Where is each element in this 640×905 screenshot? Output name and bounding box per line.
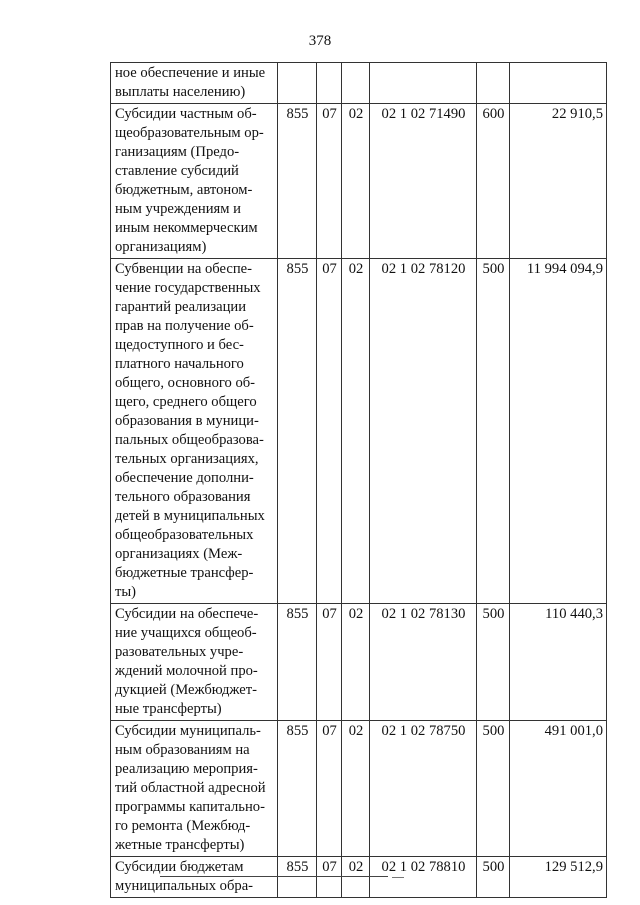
amount-cell: 491 001,0 <box>510 721 607 857</box>
expense-type-cell: 500 <box>477 721 510 857</box>
expense-name-line: ты) <box>115 584 137 600</box>
table-row <box>111 104 607 259</box>
expense-type-cell <box>477 63 510 104</box>
expense-name-line: щеобразовательным ор- <box>115 125 264 141</box>
expense-name-cell <box>111 604 278 721</box>
target-article-cell <box>370 63 477 104</box>
expense-name-line: детей в муниципальных <box>115 508 265 524</box>
expense-name-line: ным учреждениям и <box>115 201 241 217</box>
expense-type-cell: 500 <box>477 857 510 898</box>
amount-cell: 22 910,5 <box>510 104 607 259</box>
ministry-code-cell: 855 <box>278 857 317 898</box>
expense-name-line: дукцией (Межбюджет- <box>115 682 257 698</box>
expense-name-line: чение государственных <box>115 280 261 296</box>
expense-type-cell: 600 <box>477 104 510 259</box>
expense-name-line: Субсидии частным об- <box>115 106 257 122</box>
target-article-cell: 02 1 02 71490 <box>370 104 477 259</box>
amount-cell <box>510 63 607 104</box>
expense-name-cell <box>111 63 278 104</box>
expense-name-line: Субвенции на обеспе- <box>115 261 253 277</box>
expense-name-line: пальных общеобразова- <box>115 432 264 448</box>
target-article-cell: 02 1 02 78810 <box>370 857 477 898</box>
table-row <box>111 721 607 857</box>
amount-cell: 129 512,9 <box>510 857 607 898</box>
ministry-code-cell: 855 <box>278 259 317 604</box>
expense-name-line: ние учащихся общеоб- <box>115 625 257 641</box>
subsection-code-cell: 02 <box>342 857 370 898</box>
subsection-code-cell: 02 <box>342 259 370 604</box>
expense-name-line: ганизациям (Предо- <box>115 144 240 160</box>
expense-type-cell: 500 <box>477 604 510 721</box>
subsection-code-cell: 02 <box>342 721 370 857</box>
page-number: 378 <box>308 33 332 49</box>
expense-name-line: иным некоммерческим <box>115 220 258 236</box>
ministry-code-cell: 855 <box>278 721 317 857</box>
footer-rule-mark <box>392 877 404 878</box>
amount-cell: 11 994 094,9 <box>510 259 607 604</box>
expense-name-line: обеспечение дополни- <box>115 470 254 486</box>
subsection-code-cell: 02 <box>342 604 370 721</box>
table-row <box>111 857 607 898</box>
budget-table <box>110 62 607 898</box>
table-row <box>111 604 607 721</box>
expense-name-line: щедоступного и бес- <box>115 337 244 353</box>
subsection-code-cell <box>342 63 370 104</box>
expense-name-line: бюджетные трансфер- <box>115 565 254 581</box>
amount-cell: 110 440,3 <box>510 604 607 721</box>
section-code-cell: 07 <box>317 104 342 259</box>
expense-name-line: го ремонта (Межбюд- <box>115 818 251 834</box>
expense-name-line: программы капитально- <box>115 799 265 815</box>
expense-name-line: прав на получение об- <box>115 318 254 334</box>
expense-name-cell <box>111 104 278 259</box>
expense-name-line: Субсидии муниципаль- <box>115 723 261 739</box>
expense-name-line: Субсидии бюджетам <box>115 859 244 875</box>
expense-name-line: бюджетным, автоном- <box>115 182 253 198</box>
expense-type-cell: 500 <box>477 259 510 604</box>
expense-name-line: ставление субсидий <box>115 163 239 179</box>
subsection-code-cell: 02 <box>342 104 370 259</box>
expense-name-line: ные трансферты) <box>115 701 222 717</box>
section-code-cell: 07 <box>317 259 342 604</box>
ministry-code-cell <box>278 63 317 104</box>
table-row <box>111 63 607 104</box>
section-code-cell: 07 <box>317 604 342 721</box>
expense-name-line: разовательных учре- <box>115 644 244 660</box>
expense-name-cell <box>111 721 278 857</box>
expense-name-cell <box>111 259 278 604</box>
ministry-code-cell: 855 <box>278 604 317 721</box>
target-article-cell: 02 1 02 78120 <box>370 259 477 604</box>
section-code-cell: 07 <box>317 857 342 898</box>
expense-name-line: платного начального <box>115 356 244 372</box>
section-code-cell: 07 <box>317 721 342 857</box>
expense-name-line: организациям) <box>115 239 207 255</box>
expense-name-line: Субсидии на обеспече- <box>115 606 259 622</box>
footer-rule <box>160 876 388 877</box>
expense-name-line: жетные трансферты) <box>115 837 245 853</box>
expense-name-line: тельных организациях, <box>115 451 259 467</box>
table-row <box>111 259 607 604</box>
expense-name-line: ным образованиям на <box>115 742 250 758</box>
expense-name-line: организациях (Меж- <box>115 546 243 562</box>
expense-name-line: образования в муници- <box>115 413 259 429</box>
expense-name-line: тий областной адресной <box>115 780 266 796</box>
expense-name-line: реализацию мероприя- <box>115 761 258 777</box>
target-article-cell: 02 1 02 78750 <box>370 721 477 857</box>
expense-name-line: общего, основного об- <box>115 375 256 391</box>
ministry-code-cell: 855 <box>278 104 317 259</box>
expense-name-line: щего, среднего общего <box>115 394 257 410</box>
section-code-cell <box>317 63 342 104</box>
target-article-cell: 02 1 02 78130 <box>370 604 477 721</box>
expense-name-line: тельного образования <box>115 489 251 505</box>
expense-name-line: ждений молочной про- <box>115 663 258 679</box>
expense-name-line: общеобразовательных <box>115 527 254 543</box>
expense-name-cell <box>111 857 278 898</box>
table-body <box>111 63 607 898</box>
expense-name-line: ное обеспечение и иные <box>115 65 266 81</box>
expense-name-line: муниципальных обра- <box>115 878 254 894</box>
expense-name-line: выплаты населению) <box>115 84 246 100</box>
expense-name-line: гарантий реализации <box>115 299 247 315</box>
